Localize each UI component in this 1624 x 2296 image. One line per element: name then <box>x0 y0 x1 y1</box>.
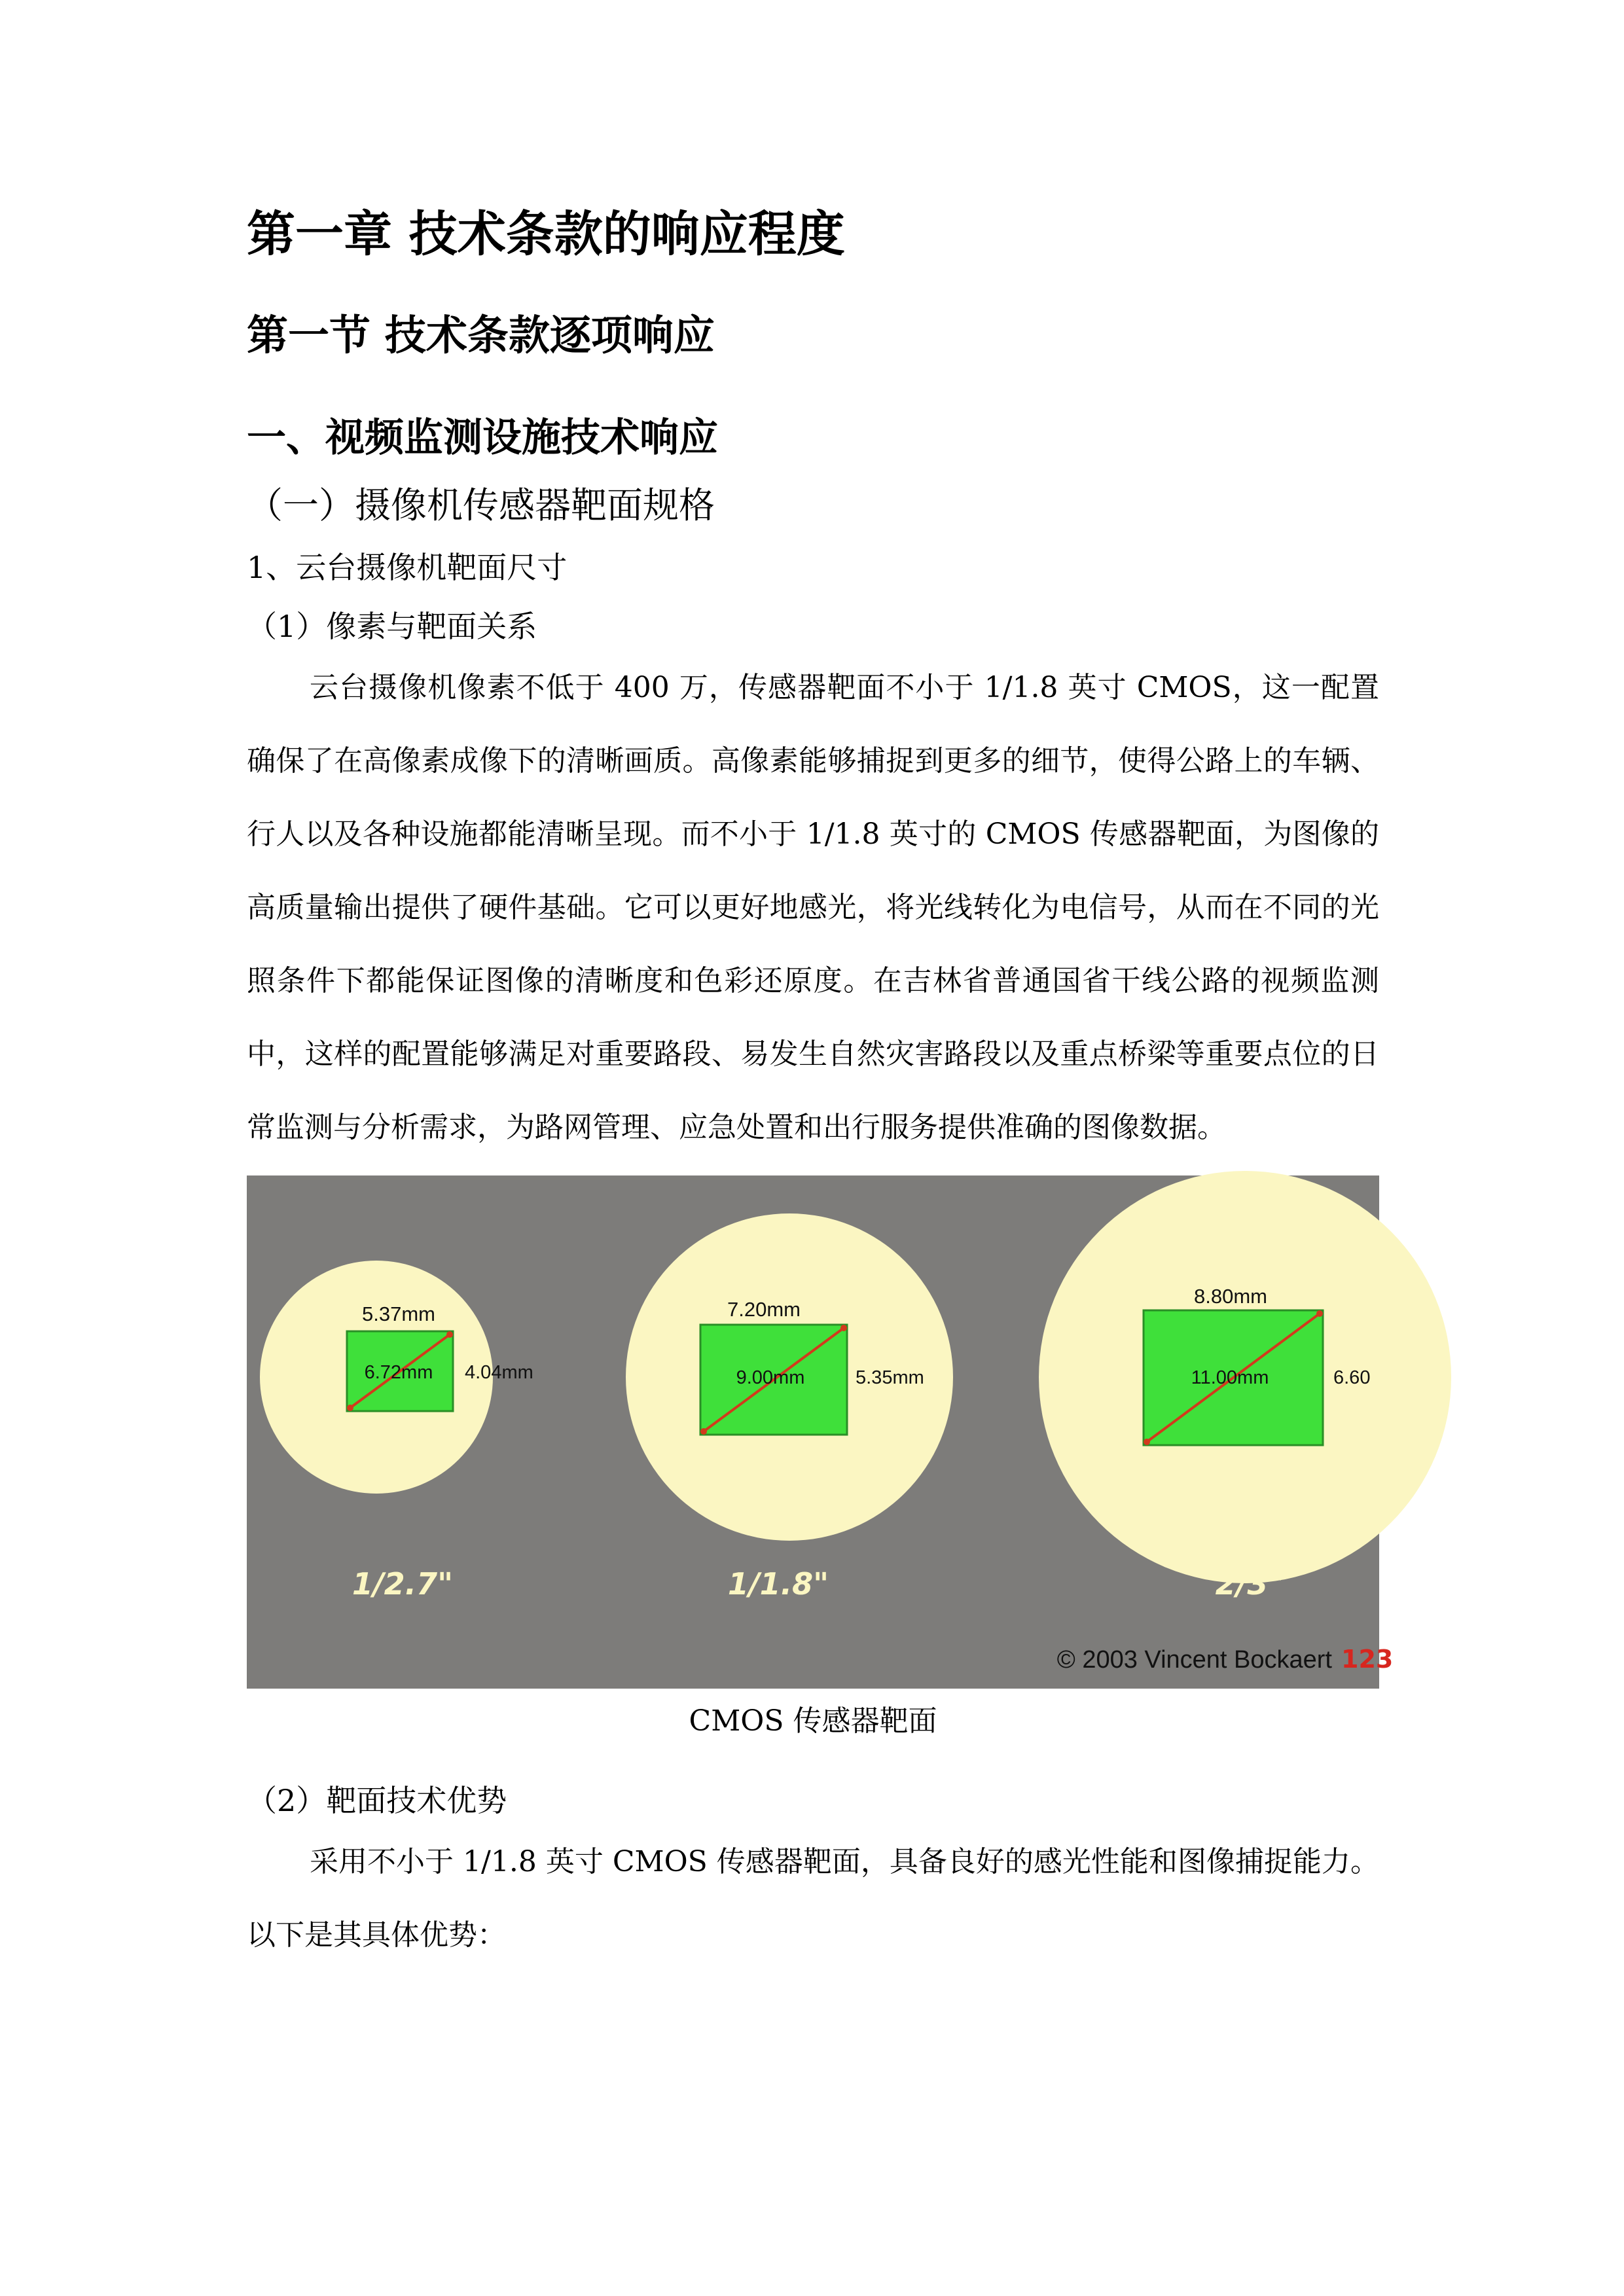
subsection-title: （一）摄像机传感器靶面规格 <box>247 484 715 526</box>
sensor-diagram <box>247 1175 1394 1689</box>
item-title: 1、云台摄像机靶面尺寸 <box>247 550 568 585</box>
sensor-width-1: 5.37mm <box>362 1302 435 1325</box>
part-title: 一、视频监测设施技术响应 <box>247 415 718 461</box>
sensor-format-1: 1/2.7" <box>352 1566 454 1602</box>
sensor-diagonal-label-1: 6.72mm <box>364 1362 433 1383</box>
sensor-diagonal-label-2: 9.00mm <box>736 1367 805 1388</box>
sensor-format-3: 2/3" <box>1215 1566 1284 1602</box>
sensor-height-1: 4.04mm <box>465 1362 533 1383</box>
paragraph-sensor-advantages: 采用不小于 1/1.8 英寸 CMOS 传感器靶面，具备良好的感光性能和图像捕捉能力。以下是其具体优势： <box>247 1845 1379 1952</box>
subitem-title-2: （2）靶面技术优势 <box>247 1783 507 1818</box>
sensor-height-3: 6.60 <box>1333 1367 1371 1388</box>
figure-copyright: © 2003 Vincent Bockaert <box>1056 1646 1332 1674</box>
sensor-size-figure <box>247 1175 1394 1689</box>
sensor-format-2: 1/1.8" <box>727 1566 829 1602</box>
sensor-diagonal-label-3: 11.00mm <box>1191 1367 1269 1388</box>
sensor-width-3: 8.80mm <box>1194 1285 1267 1308</box>
figure-logo: 123 <box>1341 1645 1394 1674</box>
subitem-title-1: （1）像素与靶面关系 <box>247 609 537 644</box>
sensor-height-2: 5.35mm <box>856 1367 924 1388</box>
paragraph-pixel-target: 云台摄像机像素不低于 400 万，传感器靶面不小于 1/1.8 英寸 CMOS，这一配置确保了在高像素成像下的清晰画质。高像素能够捕捉到更多的细节，使得公路上的车辆、行人以及各种设施都能清晰呈现。而不小于 1/1.8 英寸的 CMOS 传感器靶面，为图像的高质量输出提供了硬件基础。它可以更好地感光，将光线转化为电信号，从而在不同的光照条件下都能保证图像的清晰度和色彩还原度。在吉林省普通国省干线公路的视频监测中，这样的配置能够满足对重要路段、易发生自然灾害路段以及重点桥梁等重要点位的日常监测与分析需求，为路网管理、应急处置和出行服务提供准确的图像数据。 <box>247 671 1379 1144</box>
section-title: 第一节 技术条款逐项响应 <box>247 312 715 359</box>
figure-caption: CMOS 传感器靶面 <box>689 1704 937 1738</box>
sensor-width-2: 7.20mm <box>727 1298 801 1321</box>
chapter-title: 第一章 技术条款的响应程度 <box>247 206 845 262</box>
